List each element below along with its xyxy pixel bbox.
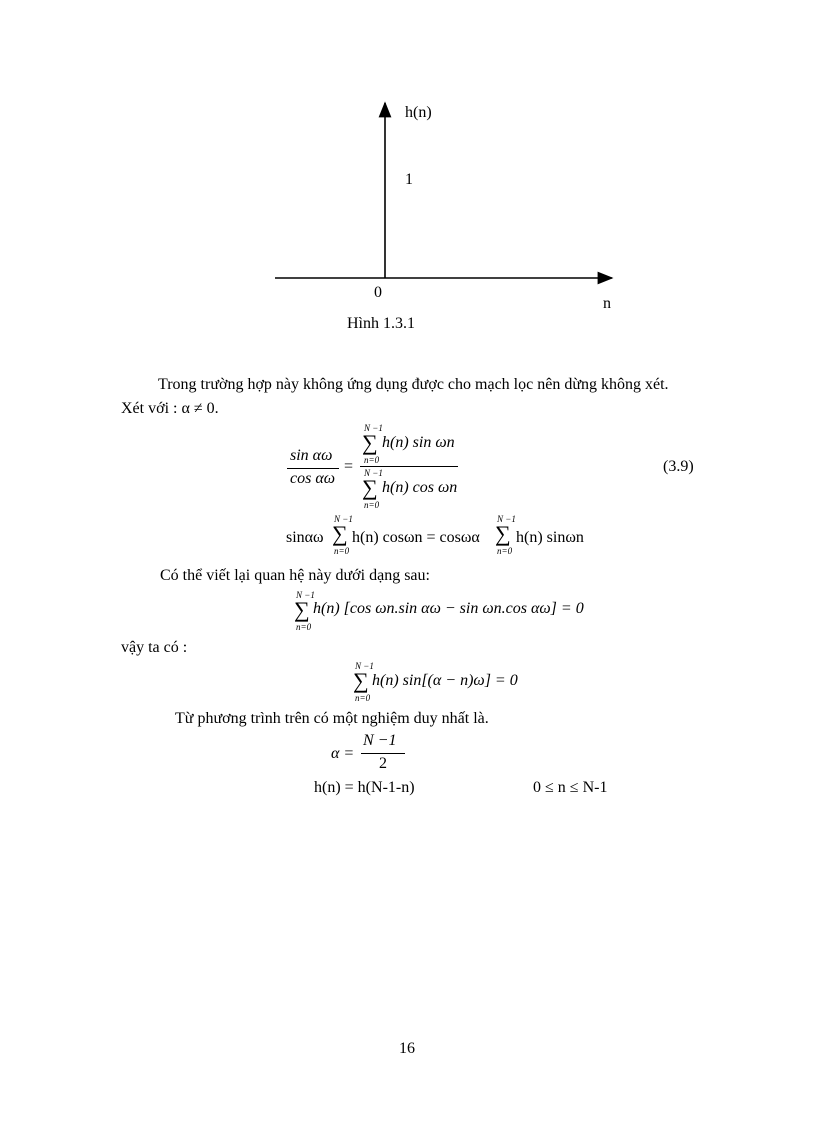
lhs-fraction-bar	[287, 468, 339, 469]
left-sigma: ∑	[332, 521, 348, 546]
den-sum-upper: N −1	[364, 468, 383, 478]
left-sum-lower: n=0	[334, 546, 350, 556]
equals-sign: =	[344, 458, 354, 475]
alpha-denominator: 2	[379, 755, 387, 772]
impulse-axes	[0, 0, 816, 340]
sum-upper: N −1	[296, 590, 315, 600]
alpha-fraction-bar	[361, 753, 405, 754]
figure-caption: Hình 1.3.1	[347, 315, 415, 332]
right-sigma: ∑	[495, 521, 511, 546]
lhs-denominator: cos αω	[290, 470, 336, 487]
left-term: h(n) cosωn = cosωα	[352, 529, 480, 546]
right-sum-upper: N −1	[497, 514, 516, 524]
equation-body: h(n) sin[(α − n)ω] = 0	[372, 672, 518, 689]
sigma: ∑	[353, 668, 369, 693]
right-term: h(n) sinωn	[516, 529, 584, 546]
sum-lower: n=0	[355, 693, 371, 703]
tick-value-label: 1	[405, 171, 413, 188]
left-prefix: sinαω	[286, 529, 324, 546]
equation-body: h(n) [cos ωn.sin αω − sin ωn.cos αω] = 0	[313, 600, 584, 617]
paragraph-solution: Từ phương trình trên có một nghiệm duy nhất là.	[175, 710, 489, 727]
numerator-term: h(n) sin ωn	[382, 434, 455, 451]
num-sigma: ∑	[362, 430, 378, 455]
num-sum-upper: N −1	[364, 423, 383, 433]
origin-label: 0	[374, 284, 382, 301]
den-sum-lower: n=0	[364, 500, 380, 510]
x-axis-label: n	[603, 295, 611, 312]
paragraph-condition: Xét với : α ≠ 0.	[121, 400, 219, 417]
alpha-numerator: N −1	[363, 732, 397, 749]
lhs-numerator: sin αω	[290, 447, 333, 464]
right-sum-lower: n=0	[497, 546, 513, 556]
sum-upper: N −1	[355, 661, 374, 671]
sum-lower: n=0	[296, 622, 312, 632]
left-sum-upper: N −1	[334, 514, 353, 524]
alpha-lhs: α =	[331, 745, 355, 762]
symmetry-equation: h(n) = h(N-1-n)	[314, 779, 415, 796]
index-range: 0 ≤ n ≤ N-1	[533, 779, 608, 796]
paragraph-so: vậy ta có :	[121, 639, 188, 656]
denominator-term: h(n) cos ωn	[382, 479, 458, 496]
den-sigma: ∑	[362, 475, 378, 500]
rhs-fraction-bar	[360, 466, 458, 467]
paragraph-rewrite: Có thể viết lại quan hệ này dưới dạng sau:	[160, 567, 430, 584]
paragraph-intro: Trong trường hợp này không ứng dụng được cho mạch lọc nên dừng không xét.	[158, 376, 669, 393]
num-sum-lower: n=0	[364, 455, 380, 465]
y-axis-label: h(n)	[405, 104, 432, 121]
equation-number: (3.9)	[663, 458, 694, 475]
sigma: ∑	[294, 597, 310, 622]
page-number: 16	[399, 1040, 415, 1057]
